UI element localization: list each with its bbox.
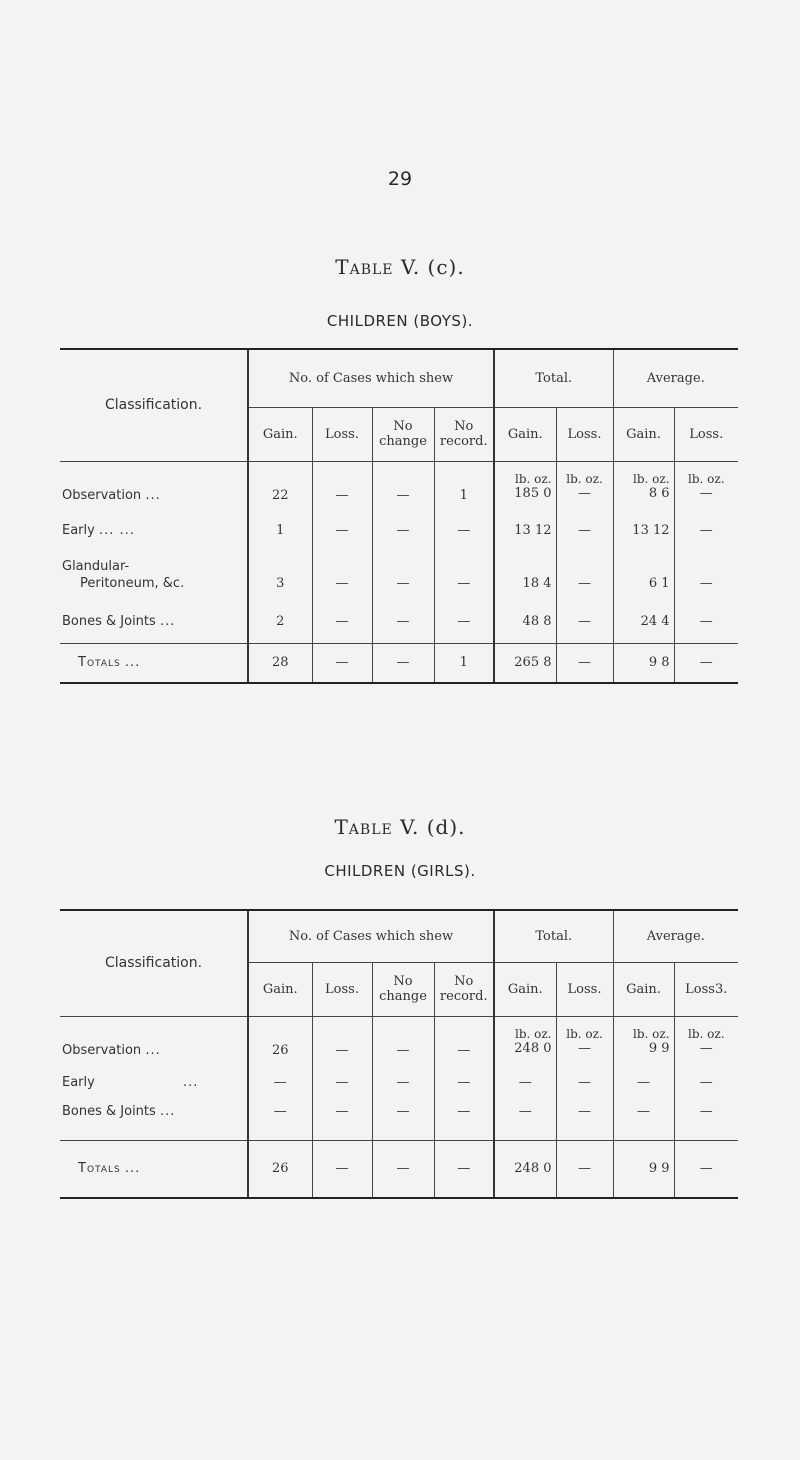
cell-avg-gain: 9 8 [613,643,674,683]
cell-avg-loss: — [674,549,738,601]
cell-no-change: — [372,1016,434,1066]
cell-avg-loss: lb. oz. — [674,461,738,511]
cell-loss: — [312,1098,372,1140]
col-header-no-record: No record. [434,962,494,1016]
cell-loss: — [312,643,372,683]
cell-gain: — [248,1098,312,1140]
boys-table [60,348,738,684]
total-group-header: Total. [494,910,613,962]
table-row [60,461,738,511]
cell-avg-loss: — [674,1066,738,1098]
table-row [60,1016,738,1066]
cell-total-loss: — [556,1140,613,1198]
table-title-boys [0,255,800,279]
table-title-prefix: Table [334,815,393,839]
cell-avg-gain: lb. oz. 9 9 [613,1016,674,1066]
cell-loss: — [312,461,372,511]
cell-avg-gain: 9 9 [613,1140,674,1198]
cell-no-change: — [372,1066,434,1098]
row-label: Bones & Joints ... [62,1104,176,1119]
row-label: Glandular- Peritoneum, &c. [62,559,185,591]
unit-label: lb. oz. [633,471,670,486]
cell-avg-loss: — [674,1140,738,1198]
cell-loss: — [312,1140,372,1198]
cell-avg-gain: 13 12 [613,511,674,549]
row-label: Totals ... [60,1140,248,1198]
cell-total-gain: 248 0 [494,1140,556,1198]
cell-total-gain: — [494,1098,556,1140]
cell-no-change: — [372,643,434,683]
row-label: Early ... ... [62,522,135,538]
col-header-avg-loss: Loss. [674,407,738,461]
table-title-suffix: V. (c). [400,255,465,279]
cell-no-change: — [372,511,434,549]
cell-avg-gain: — [613,1066,674,1098]
unit-label: lb. oz. [566,1026,603,1041]
table-row [60,1098,738,1140]
table-row [60,549,738,601]
cell-total-gain: lb. oz. 185 0 [494,461,556,511]
cell-avg-gain: 6 1 [613,549,674,601]
col-header-avg-gain: Gain. [613,962,674,1016]
cell-total-loss: — [556,511,613,549]
col-header-avg-loss: Loss3. [674,962,738,1016]
table-title-girls [0,815,800,839]
cell-total-gain: — [494,1066,556,1098]
unit-label: lb. oz. [688,471,725,486]
cell-loss: — [312,1066,372,1098]
unit-label: lb. oz. [688,1026,725,1041]
cell-avg-loss: — [674,1098,738,1140]
cell-no-record: — [434,549,494,601]
cell-avg-gain: — [613,1098,674,1140]
cell-loss: — [312,601,372,643]
cell-no-change: — [372,1098,434,1140]
cell-total-loss: — [556,1098,613,1140]
col-header-loss: Loss. [312,962,372,1016]
table-title-prefix: Table [335,255,394,279]
cell-no-record: 1 [434,461,494,511]
cell-loss: — [312,549,372,601]
cell-gain: 2 [248,601,312,643]
cell-no-change: — [372,549,434,601]
totals-row [60,1140,738,1198]
table-subtitle-boys: CHILDREN (BOYS). [326,312,474,330]
unit-label: lb. oz. [566,471,603,486]
cell-total-loss: — [556,549,613,601]
cell-total-loss: lb. oz. — [556,1016,613,1066]
cell-no-record: — [434,1066,494,1098]
girls-table [60,909,738,1199]
cell-no-change: — [372,601,434,643]
cell-avg-loss: — [674,511,738,549]
col-header-total-loss: Loss. [556,962,613,1016]
col-header-no-change: No change [372,407,434,461]
cell-gain: 28 [248,643,312,683]
table-row [60,601,738,643]
cell-loss: — [312,1016,372,1066]
cell-gain: 3 [248,549,312,601]
cell-total-loss: lb. oz. — [556,461,613,511]
cell-avg-loss: — [674,601,738,643]
cell-total-loss: — [556,601,613,643]
col-header-avg-gain: Gain. [613,407,674,461]
col-header-gain: Gain. [248,407,312,461]
cell-total-gain: 13 12 [494,511,556,549]
row-label: Bones & Joints ... [62,614,176,630]
unit-label: lb. oz. [514,1026,552,1041]
table-row [60,1066,738,1098]
col-header-total-gain: Gain. [494,962,556,1016]
cell-no-record: — [434,1140,494,1198]
cell-loss: — [312,511,372,549]
cell-no-record: — [434,511,494,549]
cases-group-header: No. of Cases which shew [248,910,494,962]
cell-avg-gain: lb. oz. 8 6 [613,461,674,511]
classification-header: Classification. [60,349,248,461]
cell-no-change: — [372,461,434,511]
cell-gain: 26 [248,1016,312,1066]
cell-total-gain: 265 8 [494,643,556,683]
page-number: 29 [387,168,413,190]
row-label: Observation ... [60,1016,248,1066]
average-group-header: Average. [613,349,738,407]
cell-no-record: — [434,601,494,643]
cell-gain: 1 [248,511,312,549]
average-group-header: Average. [613,910,738,962]
classification-header: Classification. [60,910,248,1016]
total-group-header: Total. [494,349,613,407]
cell-avg-loss: lb. oz. — [674,1016,738,1066]
col-header-loss: Loss. [312,407,372,461]
table-title-suffix: V. (d). [400,815,466,839]
cell-no-record: — [434,1098,494,1140]
unit-label: lb. oz. [633,1026,670,1041]
col-header-no-record: No record. [434,407,494,461]
col-header-no-change: No change [372,962,434,1016]
cell-total-loss: — [556,643,613,683]
col-header-total-loss: Loss. [556,407,613,461]
cell-total-gain: 48 8 [494,601,556,643]
cell-total-gain: lb. oz. 248 0 [494,1016,556,1066]
cell-gain: — [248,1066,312,1098]
col-header-total-gain: Gain. [494,407,556,461]
table-subtitle-girls: CHILDREN (GIRLS). [324,862,476,880]
cell-gain: 26 [248,1140,312,1198]
row-label: Observation ... [60,461,248,511]
cell-total-gain: 18 4 [494,549,556,601]
cell-avg-gain: 24 4 [613,601,674,643]
cell-no-change: — [372,1140,434,1198]
cell-avg-loss: — [674,643,738,683]
unit-label: lb. oz. [514,471,552,486]
row-label: Totals ... [60,643,248,683]
totals-row [60,643,738,683]
cell-no-record: — [434,1016,494,1066]
cell-no-record: 1 [434,643,494,683]
col-header-gain: Gain. [248,962,312,1016]
table-row [60,511,738,549]
cell-gain: 22 [248,461,312,511]
cell-total-loss: — [556,1066,613,1098]
cases-group-header: No. of Cases which shew [248,349,494,407]
row-label: Early ... [62,1074,199,1090]
